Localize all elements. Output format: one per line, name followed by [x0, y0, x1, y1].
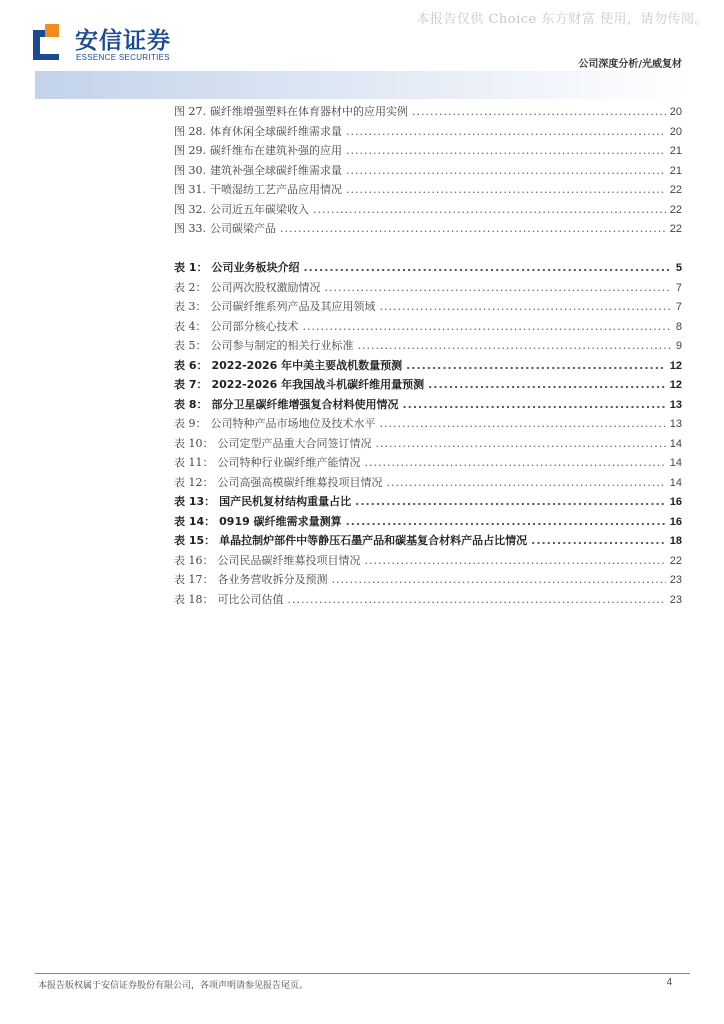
- table-index-entry[interactable]: [174, 318, 682, 338]
- toc-title: 公司特种行业碳纤维产能情况: [217, 456, 361, 469]
- toc-page-number: 20: [669, 125, 682, 138]
- toc-title: 公司参与制定的相关行业标准: [210, 339, 354, 352]
- table-index-entry[interactable]: [174, 552, 682, 572]
- toc-title: 公司业务板块介绍: [211, 261, 300, 274]
- toc-title: 公司近五年碳梁收入: [210, 202, 309, 216]
- toc-prefix: 表 15：: [174, 534, 216, 547]
- watermark-text: 本报告仅供 Choice 东方财富 使用，请勿传阅。: [416, 12, 708, 27]
- toc-prefix: 图 31.: [174, 183, 206, 196]
- table-index-entry[interactable]: [174, 591, 682, 611]
- page-number: 4: [666, 977, 672, 988]
- toc-page-number: 12: [669, 359, 682, 372]
- toc-title: 2022-2026 年我国战斗机碳纤维用量预测: [211, 378, 425, 391]
- toc-page-number: 21: [669, 145, 682, 157]
- table-index-entry[interactable]: [174, 415, 682, 435]
- toc-page-number: 23: [669, 593, 682, 606]
- toc-title: 2022-2026 年中美主要战机数量预测: [211, 358, 403, 372]
- toc-page-number: 22: [669, 554, 682, 567]
- toc-page-number: 22: [669, 184, 682, 196]
- toc-leader: [358, 339, 672, 352]
- table-index-entry[interactable]: [174, 474, 682, 494]
- toc-prefix: 图 30.: [174, 163, 206, 177]
- toc-prefix: 表 13：: [174, 495, 216, 508]
- toc-page-number: 16: [669, 515, 682, 528]
- toc-prefix: 表 9：: [174, 417, 207, 430]
- toc-prefix: 图 28.: [174, 124, 206, 138]
- toc-prefix: 表 11：: [174, 456, 214, 469]
- table-index-entry[interactable]: [174, 298, 682, 318]
- toc-leader: [412, 105, 666, 118]
- brand-logo: [33, 22, 193, 66]
- toc-prefix: 表 12：: [174, 475, 214, 489]
- toc-leader: [376, 437, 666, 450]
- toc-page-number: 5: [675, 262, 682, 274]
- toc-leader: [346, 183, 666, 196]
- report-type-label: 公司深度分析/光威复材: [578, 59, 682, 70]
- toc-title: 建筑补强全球碳纤维需求量: [210, 163, 342, 177]
- toc-leader: [346, 515, 666, 528]
- toc-page-number: 8: [675, 320, 682, 333]
- toc-leader: [280, 222, 666, 235]
- table-index: [174, 259, 682, 610]
- toc-prefix: 图 33.: [174, 222, 206, 235]
- toc-title: 单晶拉制炉部件中等静压石墨产品和碳基复合材料产品占比情况: [219, 534, 528, 547]
- toc-title: 公司民品碳纤维募投项目情况: [217, 553, 361, 567]
- table-index-entry[interactable]: [174, 396, 682, 416]
- toc-prefix: 表 17：: [174, 573, 214, 586]
- toc-leader: [288, 593, 666, 606]
- toc-page-number: 20: [669, 106, 682, 118]
- toc-page-number: 21: [669, 164, 682, 177]
- toc-page-number: 12: [669, 379, 682, 391]
- toc-leader: [303, 261, 671, 274]
- toc-prefix: 表 7：: [174, 378, 208, 391]
- toc-leader: [380, 300, 672, 313]
- toc-prefix: 表 1：: [174, 261, 208, 274]
- figure-index-entry[interactable]: [174, 162, 682, 182]
- toc-leader: [380, 417, 666, 430]
- toc-title: 公司特种产品市场地位及技术水平: [210, 417, 376, 430]
- toc-prefix: 表 4：: [174, 319, 207, 333]
- toc-title: 国产民机复材结构重量占比: [219, 495, 352, 508]
- toc-prefix: 表 2：: [174, 280, 207, 294]
- toc-title: 公司定型产品重大合同签订情况: [217, 436, 372, 450]
- toc-leader: [303, 320, 672, 333]
- toc-page-number: 7: [675, 301, 682, 313]
- toc-page-number: 14: [669, 457, 682, 469]
- toc-title: 公司部分核心技术: [210, 319, 299, 333]
- toc-prefix: 图 32.: [174, 202, 206, 216]
- toc-page-number: 23: [669, 574, 682, 586]
- toc-title: 公司两次股权激励情况: [210, 280, 321, 294]
- table-index-entry[interactable]: [174, 493, 682, 513]
- toc-title: 公司碳纤维系列产品及其应用领域: [210, 300, 376, 313]
- toc-title: 干喷湿纺工艺产品应用情况: [210, 183, 342, 196]
- header-band: [35, 71, 690, 99]
- toc-leader: [365, 456, 666, 469]
- table-index-entry[interactable]: [174, 435, 682, 455]
- toc-page-number: 16: [669, 496, 682, 508]
- toc-page-number: 7: [675, 281, 682, 294]
- toc-page-number: 14: [669, 437, 682, 450]
- table-index-entry[interactable]: [174, 376, 682, 396]
- toc-leader: [313, 203, 666, 216]
- toc-page-number: 13: [669, 418, 682, 430]
- toc-leader: [428, 378, 666, 391]
- toc-prefix: 图 27.: [174, 105, 206, 118]
- toc-leader: [531, 534, 666, 547]
- table-index-entry[interactable]: [174, 571, 682, 591]
- brand-name-cn: 安信证券: [75, 28, 171, 54]
- figure-index-entry[interactable]: [174, 220, 682, 240]
- figure-index: [174, 103, 682, 240]
- toc-prefix: 表 10：: [174, 436, 214, 450]
- toc-leader: [346, 164, 666, 177]
- table-index-entry[interactable]: [174, 337, 682, 357]
- table-index-entry[interactable]: [174, 259, 682, 279]
- toc-title: 公司碳梁产品: [210, 222, 276, 235]
- toc-title: 体育休闲全球碳纤维需求量: [210, 124, 342, 138]
- toc-page-number: 22: [669, 223, 682, 235]
- toc-page-number: 18: [669, 535, 682, 547]
- toc-page-number: 9: [675, 340, 682, 352]
- figure-index-entry[interactable]: [174, 142, 682, 162]
- toc-prefix: 表 18：: [174, 592, 214, 606]
- figure-index-entry[interactable]: [174, 123, 682, 143]
- toc-leader: [346, 144, 666, 157]
- toc-title: 各业务营收拆分及预测: [217, 573, 328, 586]
- toc-title: 碳纤维布在建筑补强的应用: [210, 144, 342, 157]
- toc-leader: [355, 495, 666, 508]
- toc-page-number: 13: [669, 398, 682, 411]
- table-index-entry[interactable]: [174, 357, 682, 377]
- figure-index-entry[interactable]: [174, 201, 682, 221]
- toc-leader: [325, 281, 672, 294]
- toc-prefix: 图 29.: [174, 144, 206, 157]
- essence-logo-icon: [33, 24, 69, 60]
- toc-leader: [332, 573, 666, 586]
- brand-name-en: ESSENCE SECURITIES: [76, 53, 170, 62]
- toc-leader: [365, 554, 666, 567]
- toc-leader: [346, 125, 666, 138]
- footer-disclaimer: 本报告版权属于安信证券股份有限公司，各项声明请参见报告尾页。: [38, 981, 309, 991]
- table-index-entry[interactable]: [174, 454, 682, 474]
- toc-prefix: 表 3：: [174, 300, 207, 313]
- footer-divider: [35, 973, 690, 974]
- toc-title: 可比公司估值: [217, 592, 284, 606]
- toc-prefix: 表 6：: [174, 358, 208, 372]
- toc-title: 公司高强高模碳纤维募投项目情况: [217, 475, 383, 489]
- toc-leader: [387, 476, 666, 489]
- toc-prefix: 表 14：: [174, 514, 216, 528]
- table-index-entry[interactable]: [174, 279, 682, 299]
- toc-title: 部分卫星碳纤维增强复合材料使用情况: [211, 397, 399, 411]
- table-index-entry[interactable]: [174, 532, 682, 552]
- toc-leader: [406, 359, 666, 372]
- toc-page-number: 22: [669, 203, 682, 216]
- toc-page-number: 14: [669, 476, 682, 489]
- figure-index-entry[interactable]: [174, 103, 682, 123]
- table-index-entry[interactable]: [174, 513, 682, 533]
- toc-prefix: 表 16：: [174, 553, 214, 567]
- toc-title: 0919 碳纤维需求量测算: [219, 514, 342, 528]
- toc-leader: [402, 398, 665, 411]
- toc-prefix: 表 8：: [174, 397, 208, 411]
- toc-title: 碳纤维增强塑料在体育器材中的应用实例: [210, 105, 408, 118]
- toc-prefix: 表 5：: [174, 339, 207, 352]
- figure-index-entry[interactable]: [174, 181, 682, 201]
